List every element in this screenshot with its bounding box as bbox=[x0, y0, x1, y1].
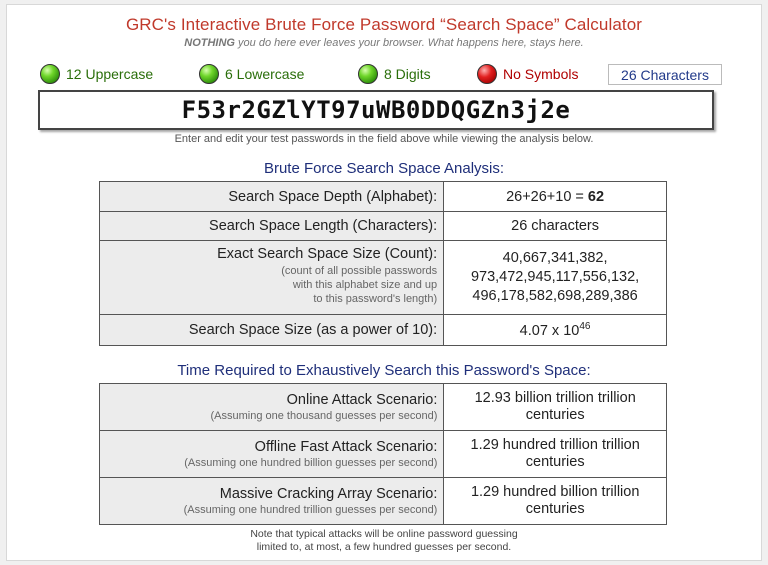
footer-note bbox=[0, 528, 768, 554]
table-row bbox=[100, 478, 667, 525]
exact-size-line-2: 973,472,945,117,556,132, bbox=[470, 269, 640, 285]
exact-size-note-2: with this alphabet size and up bbox=[292, 279, 438, 291]
scenario-time-line-2: centuries bbox=[525, 454, 585, 470]
scenario-note: (Assuming one hundred trillion guesses per second) bbox=[183, 503, 438, 516]
scenario-note: (Assuming one hundred billion guesses per second) bbox=[184, 456, 438, 469]
subtitle-emphasis: NOTHING bbox=[184, 37, 235, 49]
table-row bbox=[100, 182, 667, 212]
page-subtitle bbox=[0, 37, 768, 49]
green-light-icon bbox=[40, 64, 60, 84]
indicator-label: No Symbols bbox=[503, 66, 579, 82]
power-mantissa: 4.07 x 10 bbox=[519, 322, 580, 339]
scenario-time-line-1: 1.29 hundred trillion trillion bbox=[470, 437, 640, 453]
power-exponent: 46 bbox=[579, 321, 591, 333]
exact-size-label: Exact Search Space Size (Count): bbox=[217, 246, 438, 262]
analysis-table bbox=[99, 181, 667, 346]
exact-size-note-3: to this password's length) bbox=[313, 293, 438, 305]
exact-size-line-1: 40,667,341,382, bbox=[502, 250, 608, 266]
scenario-label: Offline Fast Attack Scenario: bbox=[254, 438, 438, 455]
alphabet-size: 62 bbox=[587, 188, 605, 205]
indicator-label: 6 Lowercase bbox=[225, 66, 305, 82]
scenario-label: Massive Cracking Array Scenario: bbox=[219, 485, 438, 502]
indicator-digits bbox=[358, 62, 431, 86]
indicator-label: 12 Uppercase bbox=[66, 66, 154, 82]
length-value: 26 characters bbox=[444, 212, 667, 241]
power-label: Search Space Size (as a power of 10): bbox=[100, 315, 444, 346]
analysis-heading: Brute Force Search Space Analysis: bbox=[263, 160, 505, 177]
table-row bbox=[100, 315, 667, 346]
exact-size-note-1: (count of all possible passwords bbox=[281, 265, 438, 277]
indicator-lowercase bbox=[199, 62, 304, 86]
depth-label: Search Space Depth (Alphabet): bbox=[100, 182, 444, 212]
scenario-label-cell bbox=[100, 431, 444, 478]
scenario-label-cell bbox=[100, 384, 444, 431]
length-label: Search Space Length (Characters): bbox=[100, 212, 444, 241]
table-row bbox=[100, 431, 667, 478]
scenario-time-line-2: centuries bbox=[525, 407, 585, 423]
footer-note-line-2: limited to, at most, a few hundred guesses per second. bbox=[256, 541, 512, 553]
scenario-time-line-1: 12.93 billion trillion trillion bbox=[474, 390, 636, 406]
scenario-time bbox=[444, 384, 667, 431]
scenario-label-cell bbox=[100, 478, 444, 525]
password-hint: Enter and edit your test passwords in the field above while viewing the analysis below. bbox=[174, 133, 594, 145]
power-value bbox=[444, 315, 667, 346]
green-light-icon bbox=[358, 64, 378, 84]
red-light-icon bbox=[477, 64, 497, 84]
character-count-badge: 26 Characters bbox=[608, 64, 722, 85]
table-row bbox=[100, 241, 667, 315]
depth-value bbox=[444, 182, 667, 212]
scenario-label: Online Attack Scenario: bbox=[286, 391, 438, 408]
time-heading: Time Required to Exhaustively Search this Password's Space: bbox=[177, 362, 591, 379]
green-light-icon bbox=[199, 64, 219, 84]
time-table bbox=[99, 383, 667, 525]
indicator-label: 8 Digits bbox=[384, 66, 431, 82]
page-title: GRC's Interactive Brute Force Password “Search Space” Calculator bbox=[125, 15, 643, 34]
exact-size-line-3: 496,178,582,698,289,386 bbox=[472, 288, 638, 304]
subtitle-text: you do here ever leaves your browser. What happens here, stays here. bbox=[235, 37, 584, 49]
exact-size-value bbox=[444, 241, 667, 315]
password-input[interactable] bbox=[38, 90, 714, 130]
footer-note-line-1: Note that typical attacks will be online password guessing bbox=[250, 528, 518, 540]
indicator-uppercase bbox=[40, 62, 153, 86]
table-row bbox=[100, 384, 667, 431]
scenario-time bbox=[444, 431, 667, 478]
exact-size-label-cell bbox=[100, 241, 444, 315]
scenario-note: (Assuming one thousand guesses per second) bbox=[210, 409, 438, 422]
table-row bbox=[100, 212, 667, 241]
scenario-time bbox=[444, 478, 667, 525]
indicator-symbols bbox=[477, 62, 578, 86]
depth-expression: 26+26+10 = bbox=[506, 188, 588, 205]
scenario-time-line-2: centuries bbox=[525, 501, 585, 517]
scenario-time-line-1: 1.29 hundred billion trillion bbox=[470, 484, 640, 500]
